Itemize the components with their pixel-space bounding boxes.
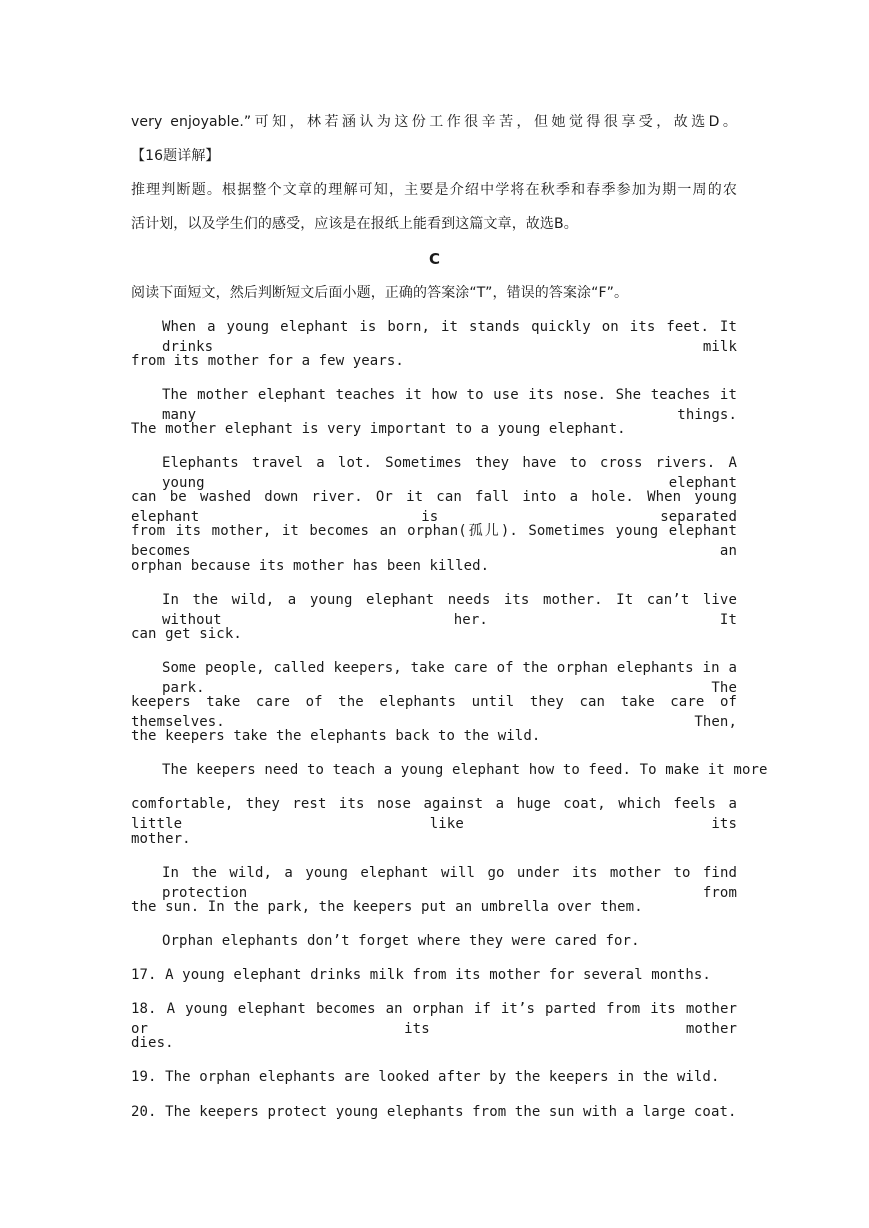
passage-paragraph-6-line-2: comfortable, they rest its nose against a huge coat, which feels a little like its bbox=[131, 796, 737, 832]
passage-paragraph-6-line-3: mother. bbox=[131, 831, 191, 847]
passage-paragraph-3-line-1: Elephants travel a lot. Sometimes they have to cross rivers. A young elephant bbox=[162, 455, 737, 491]
passage-paragraph-5-line-3: the keepers take the elephants back to the wild. bbox=[131, 728, 541, 744]
passage-paragraph-2-line-1: The mother elephant teaches it how to use its nose. She teaches it many things. bbox=[162, 387, 737, 423]
answer-15-explanation-end: very enjoyable.”可知，林若涵认为这份工作很辛苦，但她觉得很享受，故选D。 bbox=[131, 114, 737, 130]
passage-paragraph-7-line-2: the sun. In the park, the keepers put an umbrella over them. bbox=[131, 899, 643, 915]
passage-paragraph-2-line-2: The mother elephant is very important to a young elephant. bbox=[131, 421, 626, 437]
passage-paragraph-8: Orphan elephants don’t forget where they were cared for. bbox=[162, 933, 640, 949]
passage-paragraph-3-line-3: from its mother, it becomes an orphan(孤儿). Sometimes young elephant becomes an bbox=[131, 523, 737, 559]
section-heading: C bbox=[428, 250, 441, 268]
question-17: 17. A young elephant drinks milk from its mother for several months. bbox=[131, 967, 711, 983]
passage-paragraph-5-line-1: Some people, called keepers, take care of the orphan elephants in a park. The bbox=[162, 660, 737, 696]
passage-paragraph-3-line-2: can be washed down river. Or it can fall into a hole. When young elephant is separated bbox=[131, 489, 737, 525]
question-18-line-1: 18. A young elephant becomes an orphan if it’s parted from its mother or its mother bbox=[131, 1001, 737, 1037]
passage-paragraph-4-line-2: can get sick. bbox=[131, 626, 242, 642]
passage-paragraph-1-line-2: from its mother for a few years. bbox=[131, 353, 404, 369]
passage-paragraph-6-line-1: The keepers need to teach a young elephant how to feed. To make it more bbox=[162, 762, 768, 778]
question-16-heading: 【16题详解】 bbox=[131, 148, 220, 164]
passage-paragraph-1-line-1: When a young elephant is born, it stands quickly on its feet. It drinks milk bbox=[162, 319, 737, 355]
passage-paragraph-5-line-2: keepers take care of the elephants until they can take care of themselves. Then, bbox=[131, 694, 737, 730]
passage-paragraph-3-line-4: orphan because its mother has been killed. bbox=[131, 558, 490, 574]
passage-paragraph-7-line-1: In the wild, a young elephant will go under its mother to find protection from bbox=[162, 865, 737, 901]
answer-16-explanation-line-2: 活计划，以及学生们的感受，应该是在报纸上能看到这篇文章，故选B。 bbox=[131, 216, 578, 232]
question-19: 19. The orphan elephants are looked after by the keepers in the wild. bbox=[131, 1069, 720, 1085]
instructions: 阅读下面短文，然后判断短文后面小题，正确的答案涂“T”，错误的答案涂“F”。 bbox=[131, 285, 629, 301]
question-18-line-2: dies. bbox=[131, 1035, 174, 1051]
answer-16-explanation-line-1: 推理判断题。根据整个文章的理解可知，主要是介绍中学将在秋季和春季参加为期一周的农 bbox=[131, 182, 737, 198]
passage-paragraph-4-line-1: In the wild, a young elephant needs its mother. It can’t live without her. It bbox=[162, 592, 737, 628]
question-20: 20. The keepers protect young elephants from the sun with a large coat. bbox=[131, 1104, 737, 1120]
